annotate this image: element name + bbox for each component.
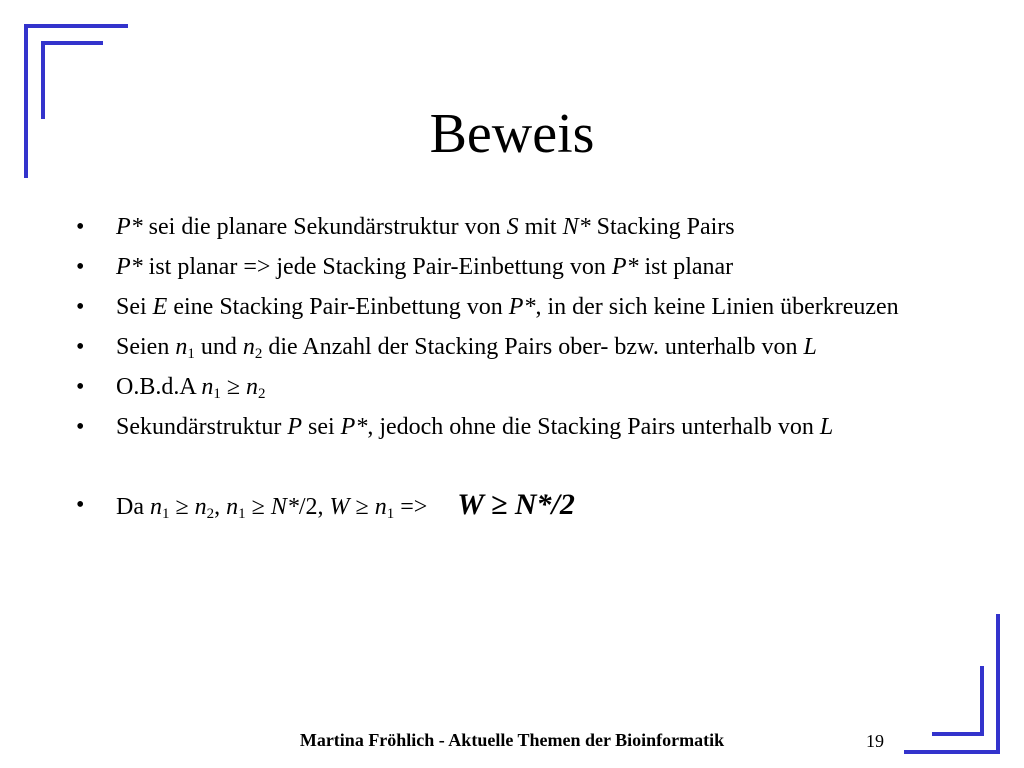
bullet-text: sei — [301, 414, 341, 440]
bullet-text: n — [374, 494, 387, 520]
slide-title: Beweis — [429, 103, 595, 165]
bullet-list — [72, 210, 952, 530]
bullet-text: 1 — [187, 346, 195, 362]
bullet-text: , jedoch ohne die Stacking Pairs unterhalb von — [367, 414, 820, 440]
bullet-text: sei die planare Sekundärstruktur von — [142, 214, 507, 240]
bullet-text: die Anzahl der Stacking Pairs ober- bzw. unterhalb von — [262, 334, 804, 360]
bullet-text: ist planar — [638, 254, 734, 280]
bullet-text: mit — [518, 214, 563, 240]
bullet-text: 1 — [213, 386, 221, 402]
bullet-text: /2, — [298, 494, 330, 520]
bullet-text: ≥ — [220, 374, 247, 400]
bullet-text: Stacking Pairs — [590, 214, 735, 240]
bullet-text: ≥ — [169, 494, 195, 520]
bullet-text: N* — [270, 494, 299, 520]
bullet-text: eine Stacking Pair-Einbettung von — [167, 294, 509, 320]
bullet-text: O.B.d.A — [116, 374, 202, 400]
bullet-item — [72, 290, 952, 324]
bullet-text: L — [819, 414, 834, 440]
bullet-item — [72, 250, 952, 284]
bullet-text: Sekundärstruktur — [116, 414, 288, 440]
bullet-text: ≥ — [245, 494, 271, 520]
bullet-text: P* — [340, 414, 368, 440]
bullet-text: n — [149, 494, 162, 520]
bullet-text: n — [242, 334, 255, 360]
bullet-text: 1 — [238, 506, 246, 522]
bullet-text: 2 — [258, 386, 266, 402]
bullet-text: , — [214, 494, 227, 520]
bullet-item — [72, 410, 952, 444]
bullet-text: 2 — [254, 346, 263, 362]
bullet-text: , in der sich keine Linien überkreuzen — [535, 294, 899, 320]
bullet-text: P — [287, 414, 302, 440]
bullet-text: n — [175, 334, 188, 360]
bullet-text: S — [506, 214, 519, 240]
bullet-text: P* — [116, 254, 143, 280]
bullet-text: => — [394, 494, 428, 520]
bullet-item — [72, 330, 952, 364]
bullet-text: n — [226, 494, 239, 520]
bullet-text: 2 — [206, 506, 215, 522]
bullet-text: Da — [116, 494, 150, 520]
bullet-text: Seien — [116, 334, 176, 360]
bullet-text: P* — [116, 214, 143, 240]
bullet-text: W — [329, 494, 350, 520]
bullet-text: N* — [562, 214, 591, 240]
footer-text: Martina Fröhlich - Aktuelle Themen der Bioinformatik — [299, 730, 725, 750]
bullet-text: ≥ — [349, 494, 375, 520]
bullet-text: n — [201, 374, 214, 400]
bullet-text: P* — [508, 294, 536, 320]
bullet-item — [72, 370, 952, 404]
bullet-item — [72, 210, 952, 244]
conclusion-text: W ≥ N*/2 — [457, 488, 575, 521]
bullet-text: L — [803, 334, 817, 360]
bullet-text: n — [246, 374, 259, 400]
bullet-text: 1 — [386, 506, 395, 522]
bullet-text: Sei — [116, 294, 153, 320]
bullet-text: E — [152, 294, 168, 320]
bullet-text: 1 — [161, 506, 170, 522]
bullet-item — [72, 488, 952, 524]
bullet-text: ist planar => jede Stacking Pair-Einbettung von — [142, 254, 612, 280]
bullet-text: und — [194, 334, 243, 360]
page-number: 19 — [866, 731, 884, 751]
bullet-text: n — [194, 494, 207, 520]
bullet-text: P* — [611, 254, 639, 280]
